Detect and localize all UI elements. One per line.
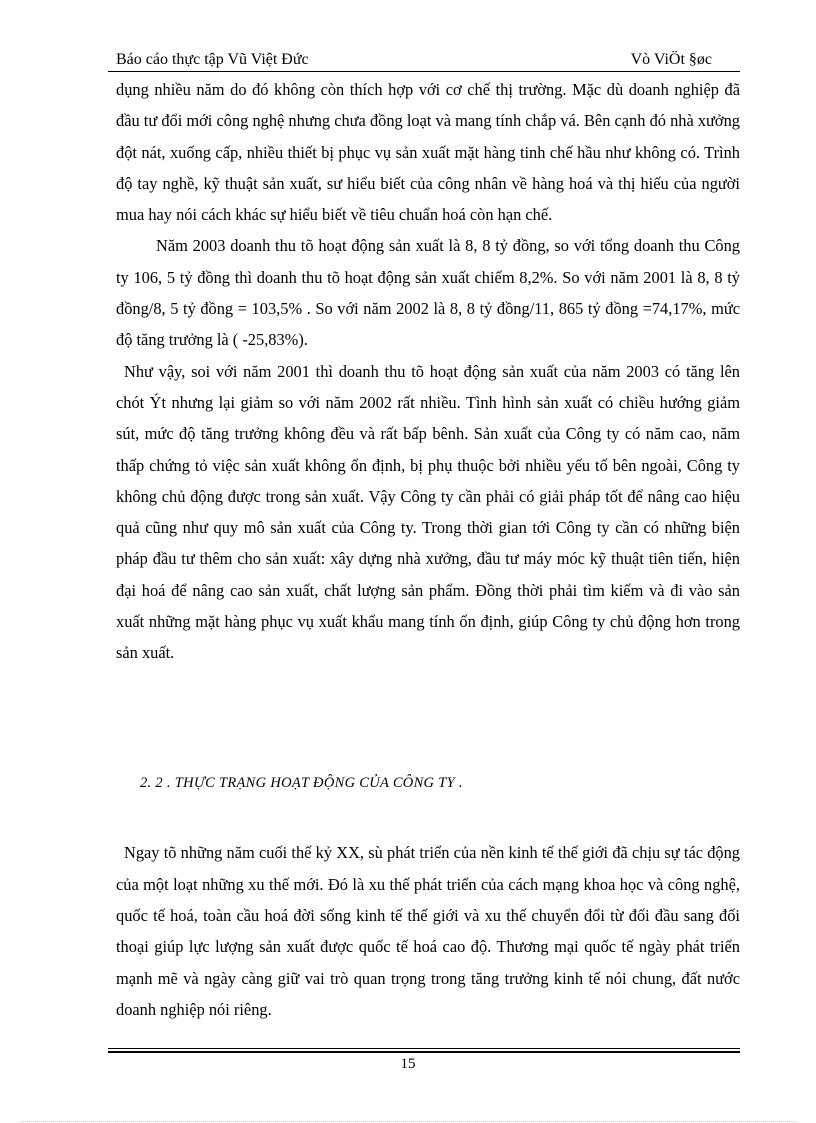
paragraph-continued: dụng nhiều năm do đó không còn thích hợp với cơ chế thị trường. Mặc dù doanh nghiệp đã đầu tư đổi mới công nghệ nhưng chưa đồng loạt và mang tính chắp vá. Bên cạnh đó nhà xưởng đột nát, xuống cấp, nhiều thiết bị phục vụ sản xuất mặt hàng tinh chế hầu như không có. Trình độ tay nghề, kỹ thuật sản xuất, sư hiểu biết của công nhân về hàng hoá và thị hiếu của người mua hay nói cách khác sự hiểu biết về tiêu chuẩn hoá còn hạn chế. — [116, 80, 740, 225]
paragraph-analysis: Như vậy, soi với năm 2001 thì doanh thu tõ hoạt động sản xuất của năm 2003 có tăng lên chót Ýt nhưng lại giảm so với năm 2002 rất nhiều. Tình hình sản xuất có chiều hướng giảm sút, mức độ tăng trưởng không đều và rất bấp bênh. Sản xuất của Công ty có năm cao, năm thấp chứng tỏ việc sản xuất không ổn định, bị phụ thuộc bởi nhiều yếu tố bên ngoài, Công ty không chủ động được trong sản xuất. Vậy Công ty cần phải có giải pháp tốt để nâng cao hiệu quả cũng như quy mô sản xuất của Công ty. Trong thời gian tới Công ty cần có những biện pháp đầu tư thêm cho sản xuất: xây dựng nhà xưởng, đầu tư máy móc kỹ thuật tiên tiến, hiện đại hoá để nâng cao sản xuất, chất lượng sản phẩm. Đồng thời phải tìm kiếm và đi vào sản xuất những mặt hàng phục vụ xuất khẩu mang tính ổn định, giúp Công ty chủ động hơn trong sản xuất. — [116, 361, 740, 663]
paragraph-revenue-2003: Năm 2003 doanh thu tõ hoạt động sản xuất là 8, 8 tỷ đồng, so với tổng doanh thu Công ty 106, 5 tỷ đồng thì doanh thu tõ hoạt động sản xuất chiếm 8,2%. So với năm 2001 là 8, 8 tỷ đồng/8, 5 tỷ đồng = 103,5% . So với năm 2002 là 8, 8 tỷ đồng/11, 865 tỷ đồng =74,17%, mức độ tăng trưởng là ( -25,83%). — [116, 236, 740, 350]
page-bottom-border — [20, 1121, 796, 1122]
footer-divider-thick — [108, 1051, 740, 1053]
paragraph-section-intro: Ngay tõ những năm cuối thế kỷ XX, sù phát triển của nền kinh tế thế giới đã chịu sự tác động của một loạt những xu thế mới. Đó là xu thế phát triển của cách mạng khoa học và công nghệ, quốc tế hoá, toàn cầu hoá đời sống kinh tế thế giới và xu thế chuyển đổi từ đối đầu sang đối thoại giúp lực lượng sản xuất được quốc tế hoá cao độ. Thương mại quốc tế ngày phát triển mạnh mẽ và ngày càng giữ vai trò quan trọng trong tăng trưởng kinh tế nói chung, đất nước doanh nghiệp nói riêng. — [116, 843, 740, 1019]
page-header — [116, 50, 740, 72]
header-author-name: Vò ViÖt §øc — [630, 51, 712, 68]
header-divider — [108, 71, 740, 72]
section-heading: 2. 2 . THỰC TRẠNG HOẠT ĐỘNG CỦA CÔNG TY . — [140, 775, 463, 791]
page-number: 15 — [400, 1056, 416, 1072]
body-text — [116, 74, 740, 669]
footer-divider-thin — [108, 1048, 740, 1049]
header-report-title: Báo cáo thực tập Vũ Việt Đức — [116, 51, 309, 68]
section-body-text — [116, 821, 740, 1042]
